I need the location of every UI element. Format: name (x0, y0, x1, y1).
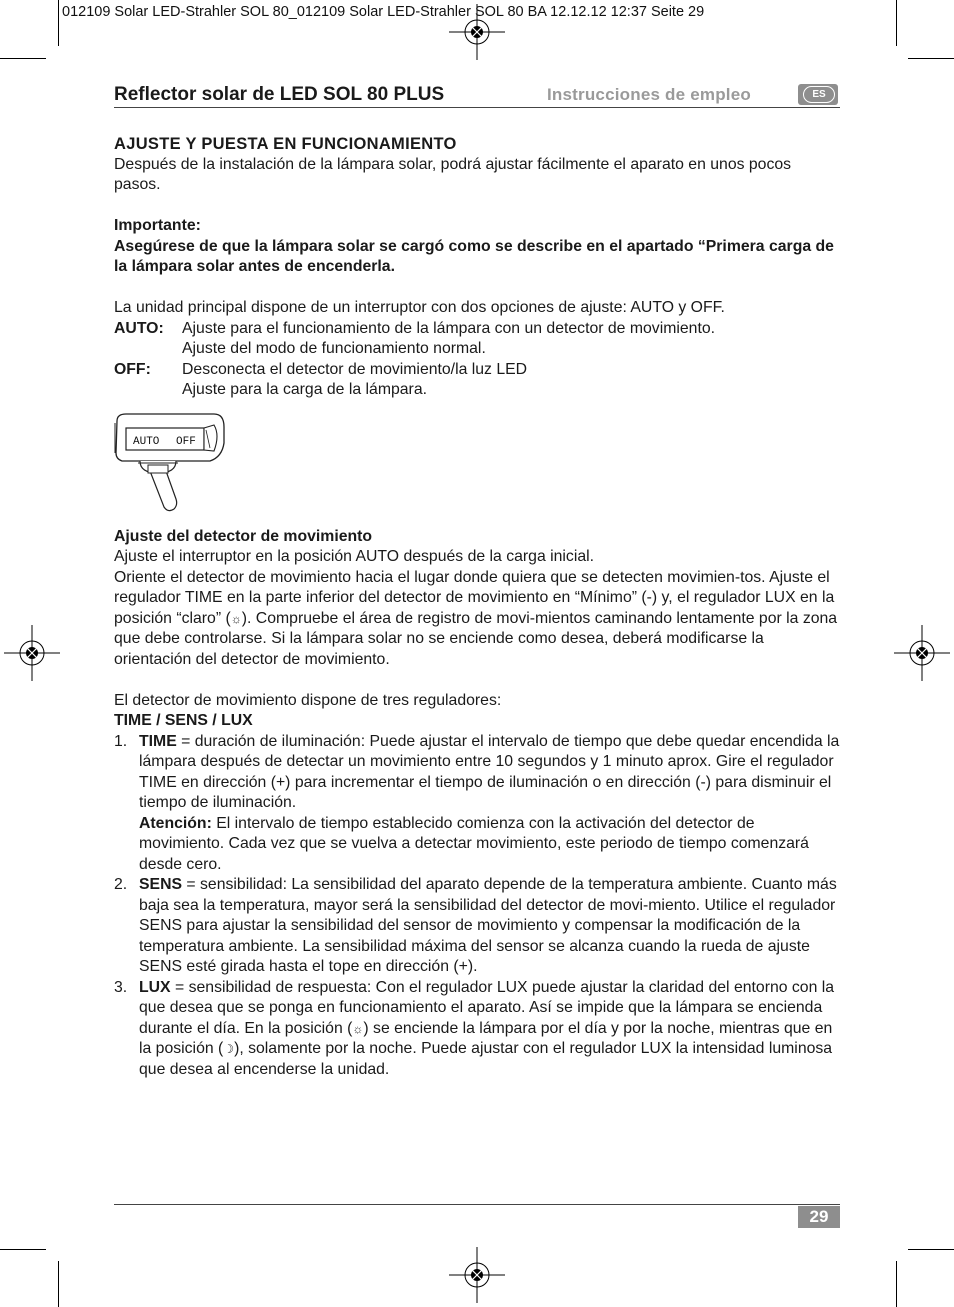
auto-line-2: Ajuste del modo de funcionamiento normal. (182, 340, 486, 357)
auto-label: AUTO: (114, 319, 164, 337)
sun-icon: ☼ (352, 1021, 364, 1036)
registration-mark-icon (4, 625, 60, 681)
detector-paragraph-2: Oriente el detector de movimiento hacia el lugar donde quiera que se detecten movimien-tos. Ajuste el regulador TIME en la parte inferior del detector de movimiento en “Mínimo” (-) y, el regulador LUX en la posición “claro” (☼). Compruebe el área de registro de movi-mientos caminando lentamente por la zona que debe controlarse. Si la lámpara solar no se enciende como desea, deberá modificarse la orientación del detector de movimiento. (114, 568, 838, 668)
switch-label-auto: AUTO (133, 435, 160, 448)
crop-mark (0, 58, 46, 59)
switch-drawing (114, 413, 226, 513)
language-label: ES (803, 86, 835, 103)
important-text: Asegúrese de que la lámpara solar se cargó como se describe en el apartado “Primera carga de la lámpara solar antes de encenderla. (114, 237, 834, 275)
regulator-key: TIME (139, 732, 177, 750)
language-badge (798, 84, 838, 105)
crop-mark (58, 0, 59, 46)
list-item: 3. LUX = sensibilidad de respuesta: Con el regulador LUX puede ajustar la claridad del entorno con la que desea que se ponga en funcionamiento el aparato. Así se impide que la lámpara se encienda durante el día. En la posición (☼) se enciende la lámpara por el día y por la noche, mientras que en la posición (☽), solamente por la noche. Puede ajustar con el regulador LUX la intensidad luminosa que desea al encenderse la unidad. (114, 978, 835, 1078)
off-definition (114, 360, 840, 401)
intro-paragraph: Después de la instalación de la lámpara solar, podrá ajustar fácilmente el aparato en unos pocos pasos. (114, 155, 792, 193)
regulator-key: LUX (139, 978, 171, 996)
crop-mark (896, 1261, 897, 1307)
page-number: 29 (798, 1206, 840, 1228)
footer-rule (114, 1204, 840, 1205)
list-item: 2. SENS = sensibilidad: La sensibilidad del aparato depende de la temperatura ambiente. Cuanto más baja sea la temperatura, mayor será la sensibilidad del detector de movi-miento. Utilice el regulador SENS para ajustar la sensibilidad del sensor de movimiento y compensar la modificación de la temperatura ambiente. La sensibilidad máxima del sensor se alcanza cuando la rueda de ajuste SENS esté girada hasta el tope en dirección (+). (114, 876, 837, 975)
off-line-1: Desconecta el detector de movimiento/la luz LED (182, 360, 528, 378)
detector-heading: Ajuste del detector de movimiento (114, 527, 373, 545)
regulator-key: SENS (139, 876, 183, 893)
main-content (114, 134, 840, 1080)
switch-intro: La unidad principal dispone de un interruptor con dos opciones de ajuste: AUTO y OFF. (114, 299, 725, 316)
off-line-2: Ajuste para la carga de la lámpara. (182, 381, 427, 398)
section-title: Instrucciones de empleo (547, 85, 751, 104)
regulators-heading: TIME / SENS / LUX (114, 712, 253, 729)
switch-illustration (114, 401, 840, 527)
off-label: OFF: (114, 360, 151, 378)
list-item: 1. TIME = duración de iluminación: Puede ajustar el intervalo de tiempo que debe quedar encendida la lámpara después de detectar un movimiento entre 10 segundos y 1 minuto aprox. Gire el regulador TIME en dirección (+) para incrementar el tiempo de iluminación o en dirección (-) para disminuir el tiempo de iluminación. Atención: El intervalo de tiempo establecido comienza con la activación del detector de movimiento. Cada vez que se vuelva a detectar movimiento, este periodo de tiempo comenzará desde cero. (114, 732, 840, 873)
crop-mark (908, 1249, 954, 1250)
crop-mark (908, 58, 954, 59)
header-rule (114, 107, 840, 108)
print-slug: 012109 Solar LED-Strahler SOL 80_012109 Solar LED-Strahler SOL 80 BA 12.12.12 12:37 Seite 29 (62, 4, 705, 20)
crop-mark (58, 1261, 59, 1307)
registration-mark-icon (894, 625, 950, 681)
regulator-list (114, 732, 840, 1081)
regulators-intro: El detector de movimiento dispone de tres reguladores: (114, 691, 502, 709)
switch-label-off: OFF (176, 435, 196, 448)
important-label: Importante: (114, 217, 201, 234)
crop-mark (896, 0, 897, 46)
section-heading: AJUSTE Y PUESTA EN FUNCIONAMIENTO (114, 135, 457, 153)
auto-line-1: Ajuste para el funcionamiento de la lámpara con un detector de movimiento. (182, 319, 716, 337)
registration-mark-icon (449, 1247, 505, 1303)
page-title: Reflector solar de LED SOL 80 PLUS (114, 84, 445, 105)
note-label: Atención: (139, 814, 212, 832)
detector-paragraph-1: Ajuste el interruptor en la posición AUTO después de la carga inicial. (114, 548, 595, 565)
auto-definition (114, 319, 840, 360)
sun-icon: ☼ (230, 611, 242, 626)
moon-icon: ☽ (223, 1042, 235, 1056)
crop-mark (0, 1249, 46, 1250)
